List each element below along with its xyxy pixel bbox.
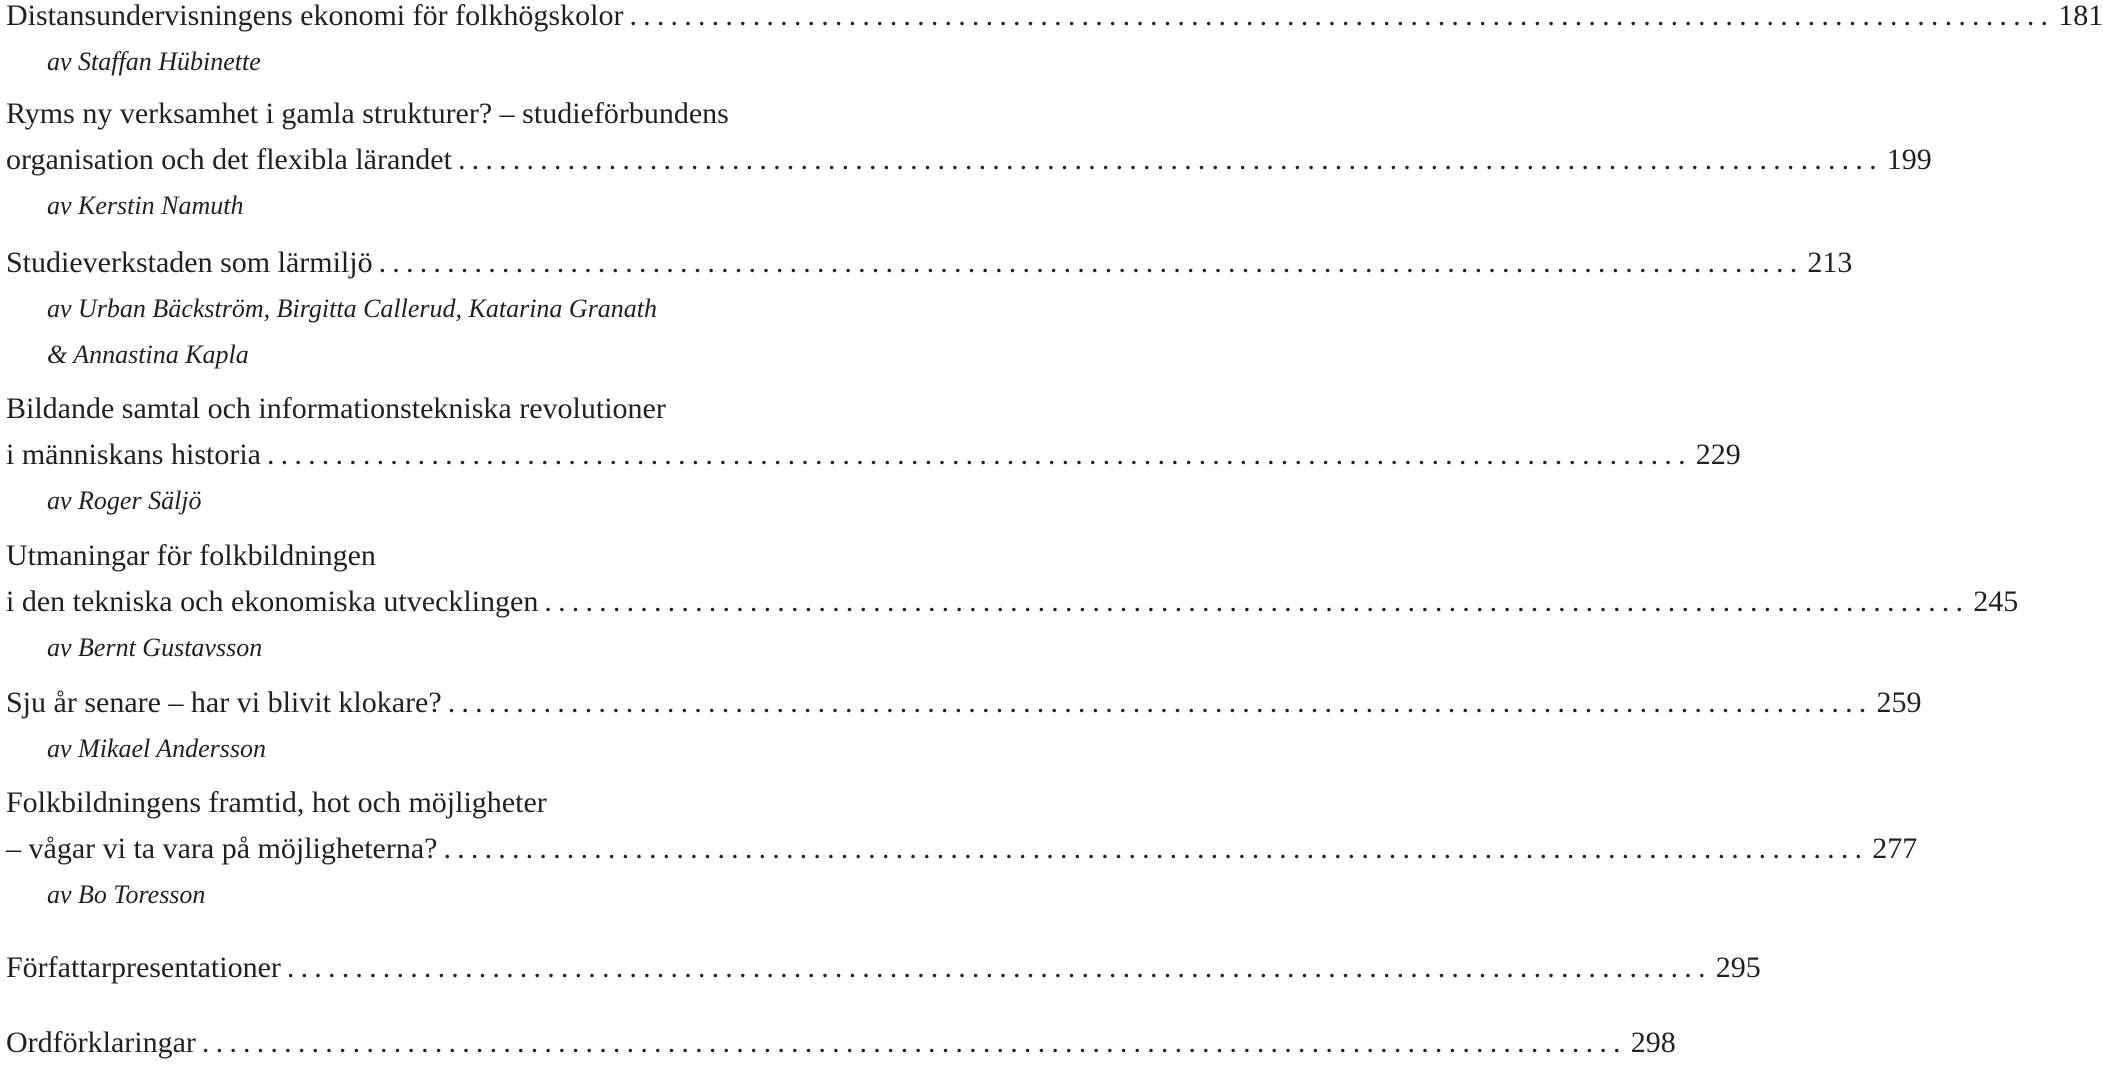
- toc-entry: [6, 386, 1741, 524]
- entry-title: i den tekniska och ekonomiska utvecklingen: [6, 585, 539, 618]
- entry-title-line: [6, 579, 2019, 625]
- dot-leader: ........................................................................................................: [629, 0, 2055, 32]
- entry-title-line: [6, 680, 1922, 726]
- entry-title-line: [6, 826, 1918, 872]
- dot-leader: ........................................................................................................: [457, 143, 1883, 176]
- dot-leader: ........................................................................................................: [266, 438, 1692, 471]
- dot-leader: ........................................................................................................: [378, 246, 1804, 279]
- entry-author: av Kerstin Namuth: [47, 191, 244, 220]
- entry-title-line: [6, 1020, 1676, 1066]
- entry-title: organisation och det flexibla lärandet: [6, 143, 452, 176]
- page-number: 199: [1886, 143, 1932, 176]
- page-number: 229: [1695, 438, 1741, 471]
- toc-entry: [6, 780, 1918, 918]
- entry-title-line: [6, 432, 1741, 478]
- toc-entry: [6, 533, 2019, 671]
- dot-leader: ........................................................................................................: [544, 585, 1970, 618]
- entry-title-line: Ryms ny verksamhet i gamla strukturer? – studieförbundens: [6, 97, 729, 130]
- entry-title: Distansundervisningens ekonomi för folkhögskolor: [6, 0, 624, 32]
- entry-title-line: [6, 945, 1761, 991]
- dot-leader: ........................................................................................................: [443, 832, 1869, 865]
- entry-title: Författarpresentationer: [6, 951, 281, 984]
- page-number: 213: [1807, 246, 1853, 279]
- entry-title: Sju år senare – har vi blivit klokare?: [6, 686, 442, 719]
- dot-leader: ........................................................................................................: [201, 1026, 1627, 1059]
- entry-author: & Annastina Kapla: [47, 340, 249, 369]
- entry-title: Studieverkstaden som lärmiljö: [6, 246, 373, 279]
- entry-author: av Staffan Hübinette: [47, 47, 261, 76]
- page-number: 259: [1876, 686, 1922, 719]
- toc-entry: [6, 240, 1853, 378]
- entry-title-line: Utmaningar för folkbildningen: [6, 539, 376, 572]
- entry-author: av Roger Säljö: [47, 486, 202, 515]
- entry-author: av Mikael Andersson: [47, 734, 267, 763]
- entry-title-line: Bildande samtal och informationstekniska revolutioner: [6, 392, 666, 425]
- dot-leader: ........................................................................................................: [447, 686, 1873, 719]
- entry-title-line: [6, 0, 2103, 39]
- page-number: 181: [2058, 0, 2103, 32]
- dot-leader: ........................................................................................................: [286, 951, 1712, 984]
- page-number: 295: [1715, 951, 1761, 984]
- toc-entry: [6, 1020, 1676, 1066]
- page-number: 245: [1973, 585, 2019, 618]
- entry-title-line: [6, 240, 1853, 286]
- toc-entry: [6, 680, 1922, 772]
- entry-title: i människans historia: [6, 438, 261, 471]
- entry-title-line: [6, 137, 1932, 183]
- toc-entry: [6, 0, 2103, 85]
- page-number: 277: [1872, 832, 1918, 865]
- toc-entry: [6, 91, 1932, 229]
- entry-author: av Urban Bäckström, Birgitta Callerud, Katarina Granath: [47, 294, 658, 323]
- entry-title-line: Folkbildningens framtid, hot och möjligheter: [6, 786, 547, 819]
- page-number: 298: [1630, 1026, 1676, 1059]
- entry-title: Ordförklaringar: [6, 1026, 196, 1059]
- toc-entry: [6, 945, 1761, 991]
- entry-title: – vågar vi ta vara på möjligheterna?: [6, 832, 438, 865]
- entry-author: av Bernt Gustavsson: [47, 633, 263, 662]
- entry-author: av Bo Toresson: [47, 880, 206, 909]
